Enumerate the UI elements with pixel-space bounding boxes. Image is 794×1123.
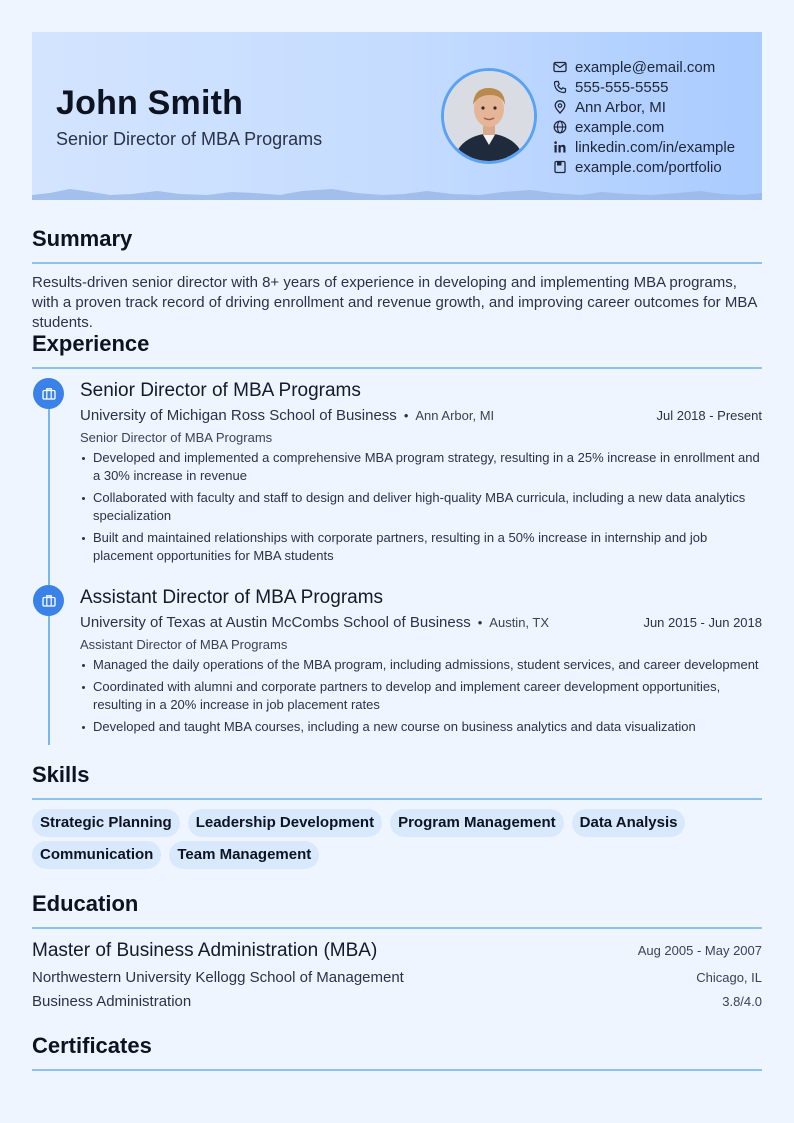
job-dates: Jun 2015 - Jun 2018 [643,615,762,630]
linkedin-icon [552,139,568,155]
education-degree-row [32,940,762,966]
contact-website-text: example.com [575,118,665,136]
job-organization: University of Michigan Ross School of Business [80,407,397,424]
job-bullet: Coordinated with alumni and corporate partners to develop and implement career development opportunities, resulting in a 20% increase in job placement rates [80,678,762,714]
envelope-icon [552,59,568,75]
job-title: Assistant Director of MBA Programs [80,587,384,608]
skills-list [32,809,762,873]
education-school: Northwestern University Kellogg School of Management [32,969,404,986]
certificates-divider [32,1069,762,1071]
skill-chip: Communication [32,841,161,869]
education-field: Business Administration [32,993,192,1010]
briefcase-icon [33,378,64,409]
contact-linkedin[interactable] [552,137,735,157]
candidate-name: John Smith [56,84,244,122]
location-pin-icon [552,99,568,115]
contact-website[interactable] [552,117,735,137]
contact-portfolio-text: example.com/portfolio [575,158,722,176]
experience-timeline [48,395,50,745]
contact-portfolio[interactable] [552,157,735,177]
job-entry [80,585,762,740]
skill-chip: Data Analysis [572,809,686,837]
education-heading: Education [32,891,139,916]
education-school-row [32,966,762,990]
contact-phone[interactable] [552,77,735,97]
education-entry [32,940,762,1014]
contact-email[interactable] [552,57,735,77]
header-wave-decoration [32,184,762,200]
education-divider [32,927,762,929]
phone-icon [552,79,568,95]
job-location: Austin, TX [489,615,550,630]
education-dates: Aug 2005 - May 2007 [637,943,762,958]
job-bullet: Managed the daily operations of the MBA program, including admissions, student services, and career development [80,656,762,674]
globe-icon [552,119,568,135]
contact-location-text: Ann Arbor, MI [575,98,666,116]
experience-heading: Experience [32,331,150,356]
job-bullet: Developed and implemented a comprehensive MBA program strategy, resulting in a 25% increase in enrollment and a 30% increase in revenue [80,449,762,485]
contact-location [552,97,735,117]
skill-chip: Leadership Development [188,809,382,837]
summary-divider [32,262,762,264]
job-title: Senior Director of MBA Programs [80,380,361,401]
summary-text: Results-driven senior director with 8+ years of experience in developing and implementing MBA programs, with a proven track record of driving enrollment and revenue growth, and improving career outcomes for MBA students. [32,274,757,331]
job-bullet: Developed and taught MBA courses, including a new course on business analytics and data visualization [80,718,762,736]
education-degree: Master of Business Administration (MBA) [32,940,378,961]
job-bullet: Collaborated with faculty and staff to design and deliver high-quality MBA curricula, including a new data analytics specialization [80,489,762,525]
contact-phone-text: 555-555-5555 [575,78,669,96]
candidate-title: Senior Director of MBA Programs [56,129,323,149]
experience-divider [32,367,762,369]
job-location: Ann Arbor, MI [415,408,495,423]
job-subtitle: Senior Director of MBA Programs [80,430,273,445]
job-entry [80,378,762,569]
skill-chip: Program Management [390,809,564,837]
portfolio-icon [552,159,568,175]
skill-chip: Strategic Planning [32,809,180,837]
separator-dot: • [403,408,409,423]
education-field-row [32,990,762,1014]
certificates-heading: Certificates [32,1033,152,1058]
skill-chip: Team Management [169,841,319,869]
job-meta [80,611,762,634]
education-location: Chicago, IL [696,970,762,985]
briefcase-icon [33,585,64,616]
job-subtitle: Assistant Director of MBA Programs [80,637,288,652]
job-bullet: Built and maintained relationships with corporate partners, resulting in a 50% increase in internship and job placement opportunities for MBA students [80,529,762,565]
job-bullets [80,449,762,565]
profile-photo [441,68,537,164]
job-organization: University of Texas at Austin McCombs School of Business [80,614,471,631]
job-dates: Jul 2018 - Present [656,408,762,423]
contact-linkedin-text: linkedin.com/in/example [575,138,736,156]
job-meta [80,404,762,427]
contact-email-text: example@email.com [575,58,716,76]
skills-heading: Skills [32,762,90,787]
job-bullets [80,656,762,736]
skills-divider [32,798,762,800]
contact-list [552,57,735,177]
resume-header [32,32,762,200]
education-gpa: 3.8/4.0 [722,994,762,1009]
summary-heading: Summary [32,226,133,251]
separator-dot: • [477,615,483,630]
